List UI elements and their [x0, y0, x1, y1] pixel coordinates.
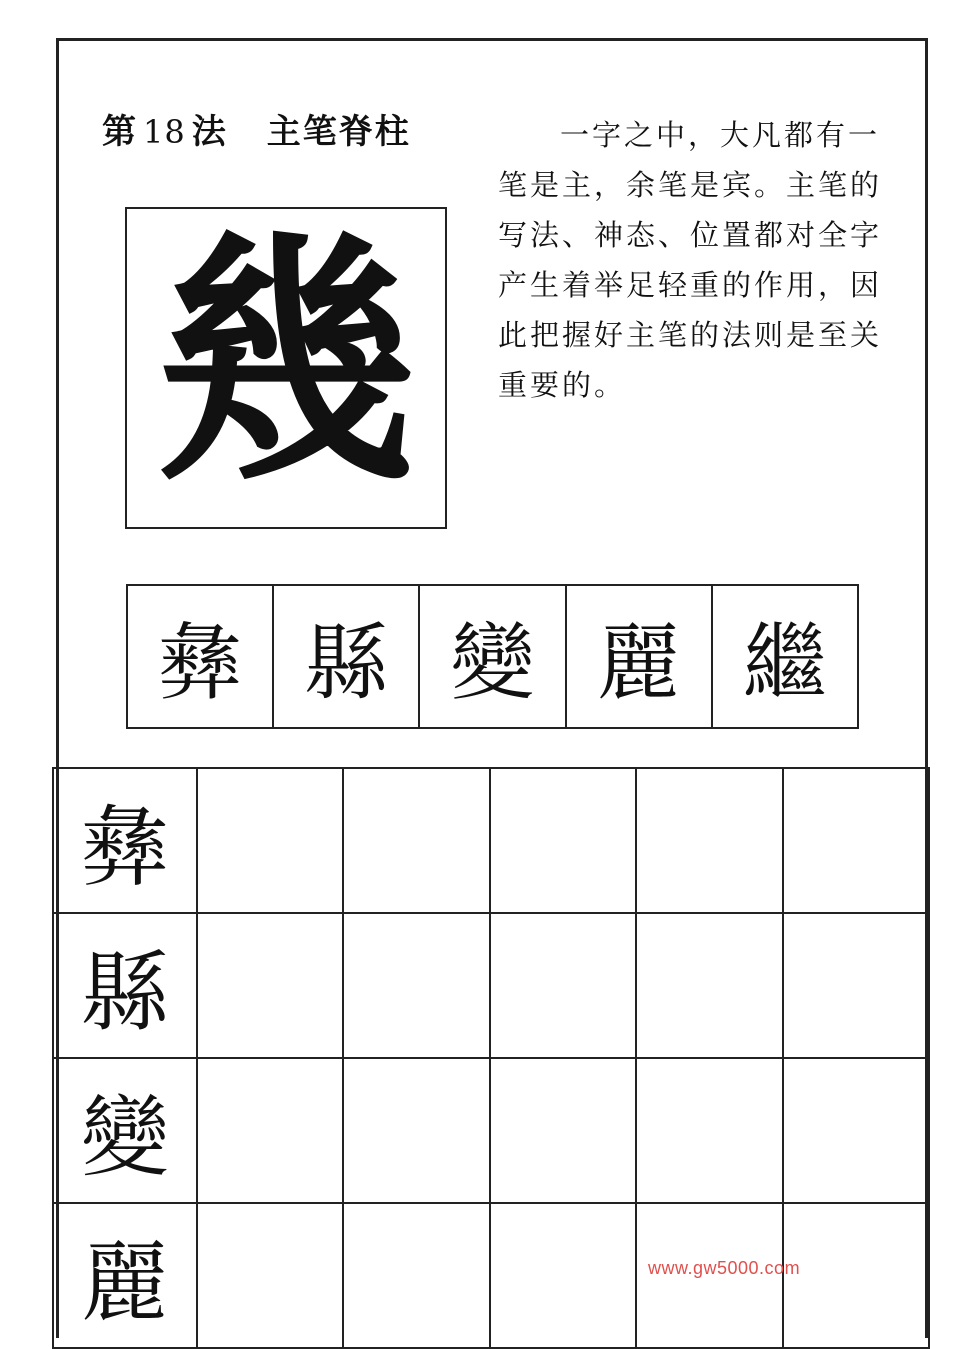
practice-cell — [783, 768, 929, 913]
lesson-topic: 主笔脊柱 — [266, 112, 411, 152]
model-character: 繼 — [742, 614, 827, 712]
practice-cell — [636, 1058, 782, 1203]
model-character: 縣 — [274, 586, 420, 727]
practice-cell — [783, 1058, 929, 1203]
practice-cell — [343, 768, 489, 913]
practice-cell — [783, 913, 929, 1058]
lesson-number: 18 — [143, 113, 186, 151]
lesson-label-suffix: 法 — [191, 112, 227, 152]
practice-cell — [343, 913, 489, 1058]
practice-cell — [343, 1203, 489, 1348]
model-character: 彝 — [128, 586, 274, 727]
practice-cell — [490, 1203, 636, 1348]
practice-cell — [343, 1058, 489, 1203]
practice-model-character: 彝 — [53, 768, 197, 913]
model-character: 麗 — [567, 586, 713, 727]
lesson-heading — [102, 104, 411, 153]
practice-model-character: 變 — [53, 1058, 197, 1203]
watermark: www.gw5000.com — [648, 1258, 801, 1278]
intro-paragraph: 一字之中，大凡都有一笔是主，余笔是宾。主笔的写法、神态、位置都对全字产生着举足轻重的作用，因此把握好主笔的法则是至关重要的。 — [498, 118, 883, 402]
practice-cell — [490, 768, 636, 913]
practice-cell — [490, 913, 636, 1058]
practice-cell — [197, 1058, 343, 1203]
practice-model-character: 縣 — [53, 913, 197, 1058]
practice-row — [53, 913, 929, 1058]
practice-cell — [197, 768, 343, 913]
practice-cell — [636, 913, 782, 1058]
practice-cell — [783, 1203, 929, 1348]
lesson-label-prefix: 第 — [102, 112, 137, 152]
model-character: 變 — [420, 586, 566, 727]
practice-row — [53, 1058, 929, 1203]
example-character: 幾 — [155, 208, 417, 516]
practice-cell — [197, 913, 343, 1058]
practice-row — [53, 768, 929, 913]
practice-cell — [636, 768, 782, 913]
practice-cell — [490, 1058, 636, 1203]
example-character-box — [125, 207, 447, 529]
model-character-strip — [126, 584, 859, 729]
practice-model-character: 麗 — [53, 1203, 197, 1348]
practice-cell — [197, 1203, 343, 1348]
